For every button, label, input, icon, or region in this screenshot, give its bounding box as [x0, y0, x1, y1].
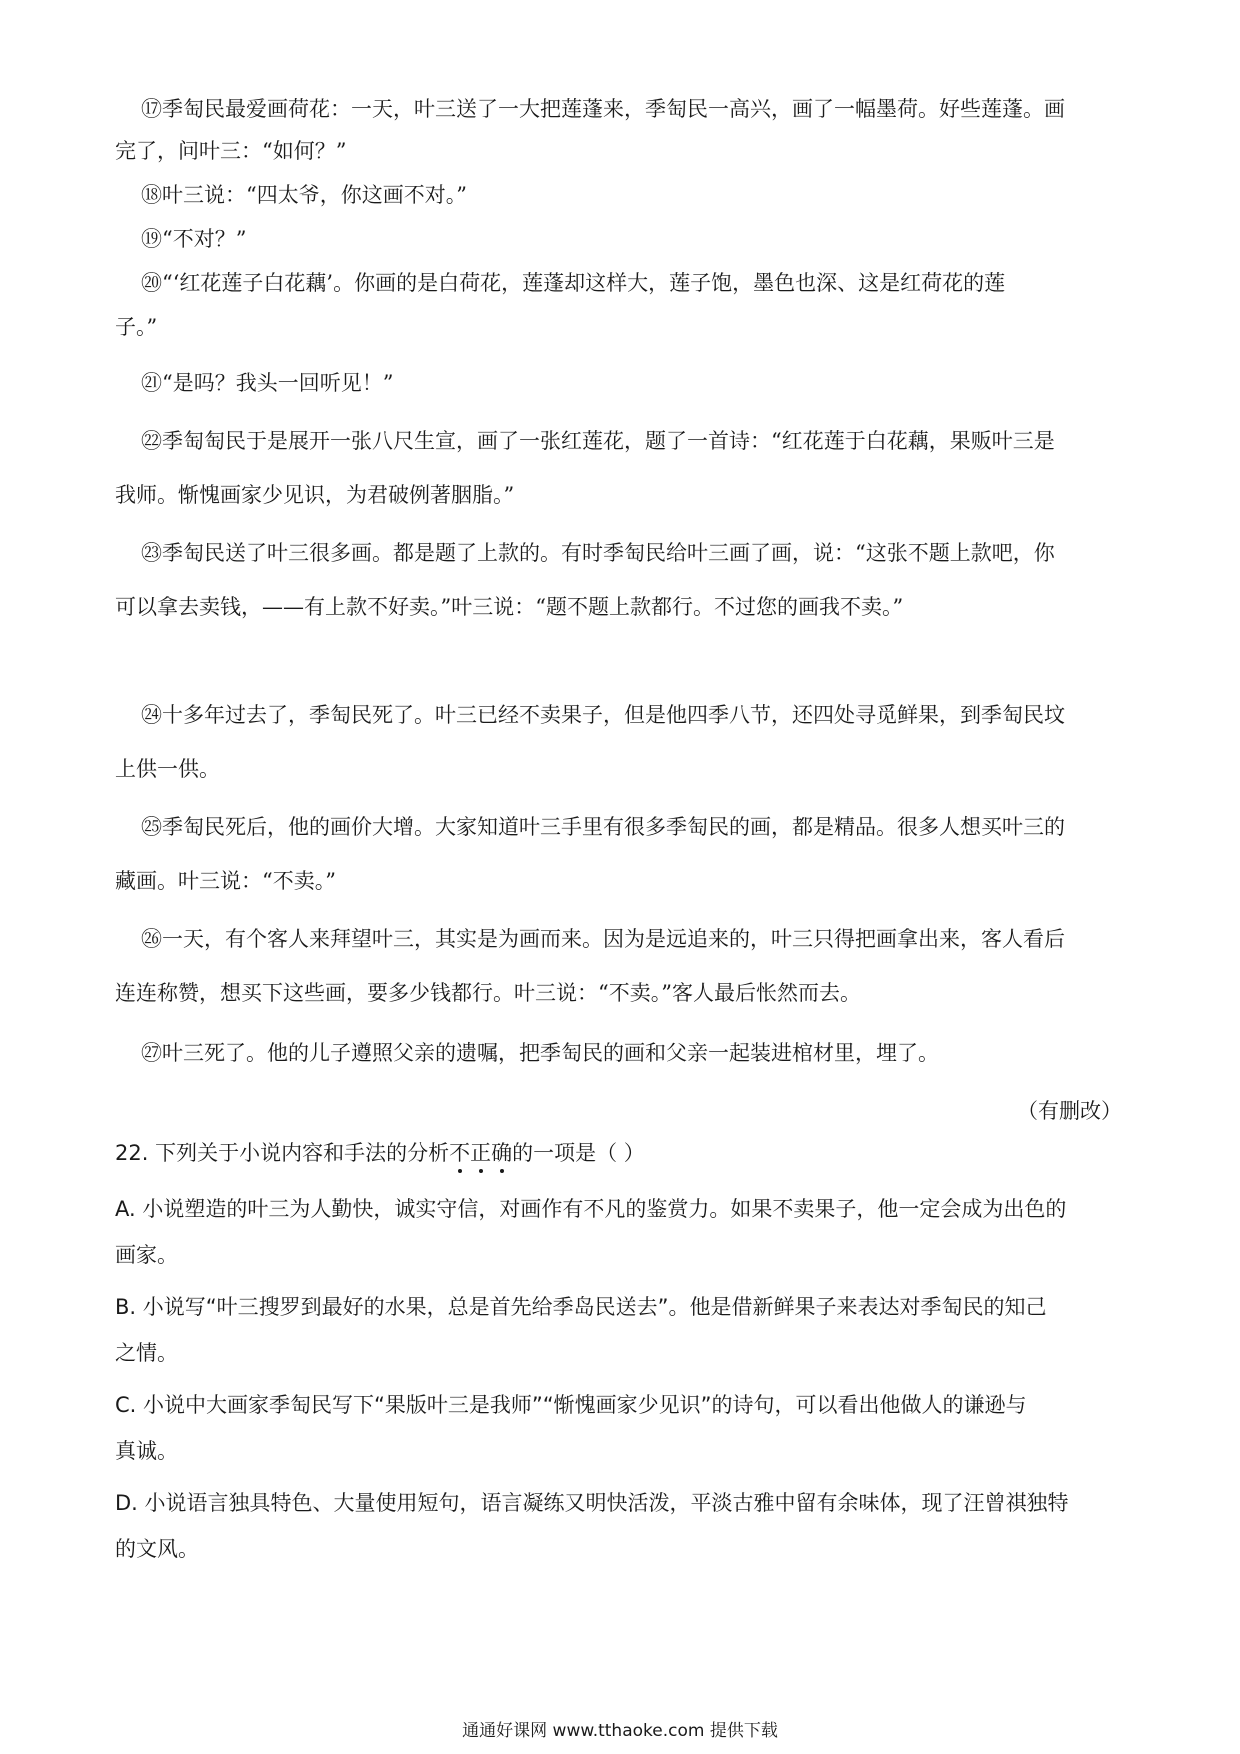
paragraph-22-line2: 我师。惭愧画家少见识，为君破例著胭脂。”: [115, 483, 515, 507]
paragraph-25-line2: 藏画。叶三说：“不卖。”: [115, 869, 336, 893]
emphasis-char-1: 不: [449, 1141, 471, 1165]
paragraph-23-line1: ㉓季匋民送了叶三很多画。都是题了上款的。有时季匋民给叶三画了画，说：“这张不题上款吧，你: [141, 541, 1055, 565]
option-a-line1: A. 小说塑造的叶三为人勤快，诚实守信，对画作有不凡的鉴赏力。如果不卖果子，他一定会成为出色的: [115, 1197, 1067, 1221]
paragraph-18-line1: ⑱叶三说：“四太爷，你这画不对。”: [141, 183, 467, 207]
paragraph-24-line2: 上供一供。: [115, 757, 220, 781]
option-c-line2: 真诚。: [115, 1439, 178, 1463]
option-b-line1: B. 小说写“叶三搜罗到最好的水果，总是首先给季岛民送去”。他是借新鲜果子来表达对季匋民的知己: [115, 1295, 1047, 1319]
option-c-line1: C. 小说中大画家季匋民写下“果版叶三是我师”“惭愧画家少见识”的诗句，可以看出他做人的谦逊与: [115, 1393, 1027, 1417]
question-stem-suffix: 的一项是（ ）: [512, 1141, 645, 1165]
paragraph-27-line1: ㉗叶三死了。他的儿子遵照父亲的遗嘱，把季匋民的画和父亲一起装进棺材里，埋了。: [141, 1041, 939, 1065]
source-note: （有删改）: [1017, 1099, 1122, 1123]
paragraph-20-line1: ⑳“‘红花莲子白花藕’。你画的是白荷花，莲蓬却这样大，莲子饱，墨色也深、这是红荷花的莲: [141, 271, 1006, 295]
paragraph-26-line2: 连连称赞，想买下这些画，要多少钱都行。叶三说：“不卖。”客人最后怅然而去。: [115, 981, 861, 1005]
question-stem: [115, 1140, 1127, 1166]
paragraph-17-line2: 完了，问叶三：“如何？”: [115, 139, 347, 163]
paragraph-23-line2: 可以拿去卖钱，——有上款不好卖。”叶三说：“题不题上款都行。不过您的画我不卖。”: [115, 595, 904, 619]
footer-watermark: 通通好课网 www.tthaoke.com 提供下载: [462, 1721, 778, 1741]
emphasis-char-2: 正: [470, 1141, 492, 1165]
option-a-line2: 画家。: [115, 1243, 178, 1267]
question-stem-prefix: 22. 下列关于小说内容和手法的分析: [115, 1141, 450, 1165]
option-d-line2: 的文风。: [115, 1537, 199, 1561]
paragraph-19-line1: ⑲“不对？”: [141, 227, 247, 251]
option-b-line2: 之情。: [115, 1341, 178, 1365]
paragraph-22-line1: ㉒季匋匋民于是展开一张八尺生宣，画了一张红莲花，题了一首诗：“红花莲于白花藕，果贩叶三是: [141, 429, 1055, 453]
paragraph-26-line1: ㉖一天，有个客人来拜望叶三，其实是为画而来。因为是远追来的，叶三只得把画拿出来，客人看后: [141, 927, 1065, 951]
paragraph-17-line1: ⑰季匋民最爱画荷花：一天，叶三送了一大把莲蓬来，季匋民一高兴，画了一幅墨荷。好些莲蓬。画: [141, 97, 1065, 121]
paragraph-25-line1: ㉕季匋民死后，他的画价大增。大家知道叶三手里有很多季匋民的画，都是精品。很多人想买叶三的: [141, 815, 1065, 839]
paragraph-20-line2: 子。”: [115, 315, 158, 339]
paragraph-24-line1: ㉔十多年过去了，季匋民死了。叶三已经不卖果子，但是他四季八节，还四处寻觅鲜果，到季匋民坟: [141, 703, 1065, 727]
paragraph-21-line1: ㉑“是吗？我头一回听见！”: [141, 371, 394, 395]
option-d-line1: D. 小说语言独具特色、大量使用短句，语言凝练又明快活泼，平淡古雅中留有余味体，现了汪曾祺独特: [115, 1491, 1069, 1515]
emphasis-char-3: 确: [491, 1141, 513, 1165]
